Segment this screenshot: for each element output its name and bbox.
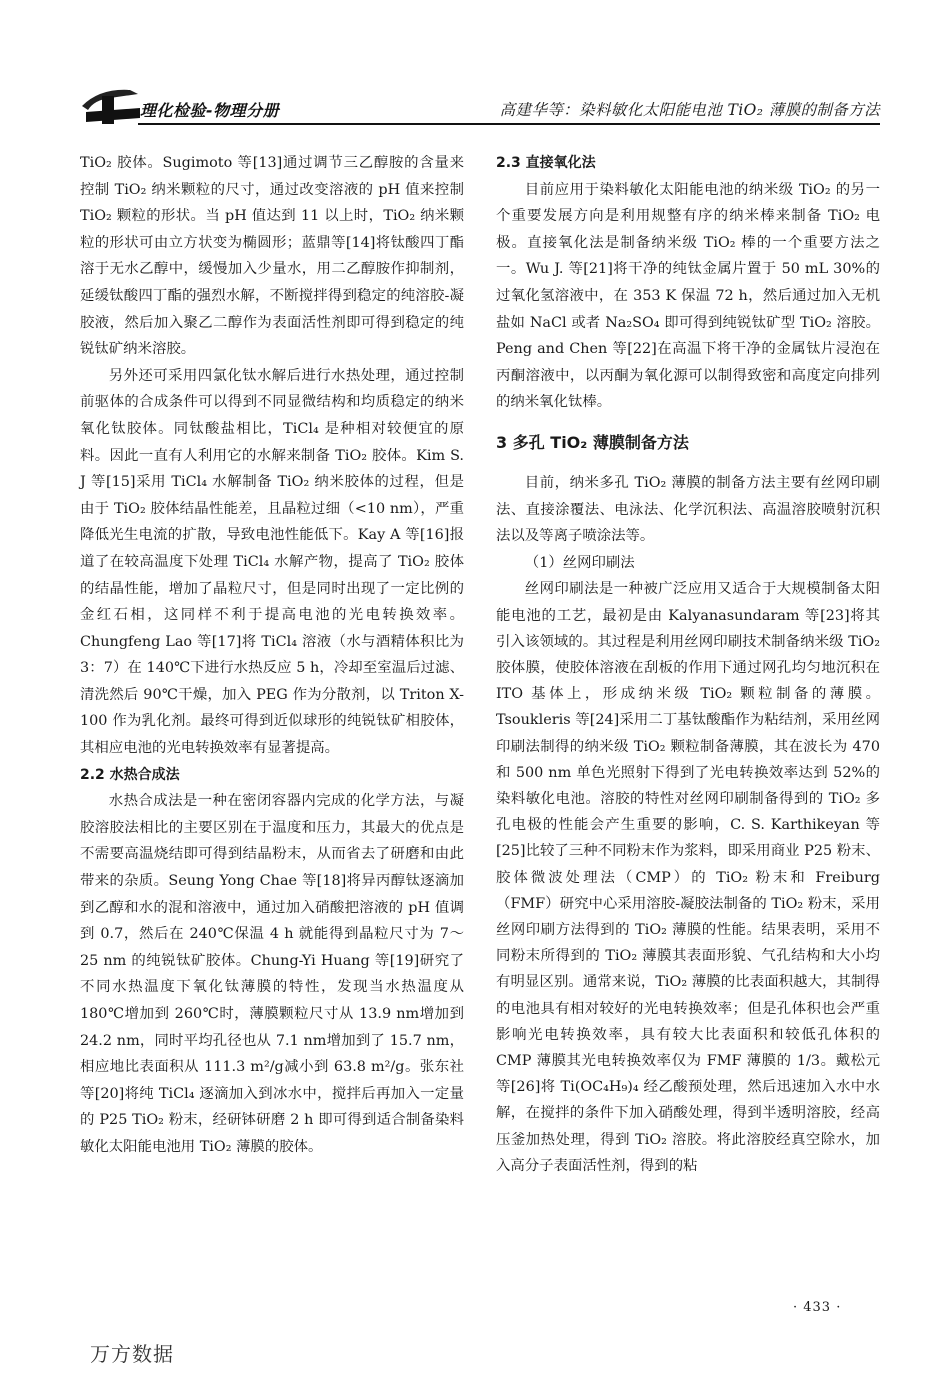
journal-logo-icon	[80, 84, 142, 126]
paragraph: 目前，纳米多孔 TiO₂ 薄膜的制备方法主要有丝网印刷法、直接涂覆法、电泳法、化学沉积法、高温溶胶喷射沉积法以及等离子喷涂法等。	[496, 474, 880, 545]
paragraph: 丝网印刷法是一种被广泛应用又适合于大规模制备太阳能电池的工艺，最初是由 Kalyanasundaram 等[23]将其引入该领域的。其过程是利用丝网印刷技术制备纳米级 TiO₂ 胶体膜，使胶体溶液在刮板的作用下通过网孔均匀地沉积在 ITO 基体上，形成纳米级 TiO₂ 颗粒制备的薄膜。Tsoukleris 等[24]采用二丁基钛酸酯作为粘结剂，采用丝网印刷法制得的纳米级 TiO₂ 颗粒制备薄膜，其在波长为 470 和 500 nm 单色光照射下得到了光电转换效率达到 52%的染料敏化电池。溶胶的特性对丝网印刷制备得到的 TiO₂ 多孔电极的性能会产生重要的影响，C. S. Karthikeyan 等[25]比较了三种不同粉末作为浆料，即采用商业 P25 粉末、胶体微波处理法（CMP）的 TiO₂ 粉末和 Freiburg（FMF）研究中心采用溶胶-凝胶法制备的 TiO₂ 粉末，采用丝网印刷方法得到的 TiO₂ 薄膜的性能。结果表明，采用不同粉末所得到的 TiO₂ 薄膜其表面形貌、气孔结构和大小均有明显区别。通常来说，TiO₂ 薄膜的比表面积越大，其制得的电池具有相对较好的光电转换效率；但是孔体积也会严重影响光电转换效率，具有较大比表面积和较低孔体积的 CMP 薄膜其光电转换效率仅为 FMF 薄膜的 1/3。戴松元等[26]将 Ti(OC₄H₉)₄ 经乙酸预处理，然后迅速加入水中水解，在搅拌的条件下加入硝酸处理，得到半透明溶胶，经高压釜加热处理，得到 TiO₂ 溶胶。将此溶胶经真空除水，加入高分子表面活性剂，得到的粘	[496, 581, 880, 1174]
running-header	[80, 84, 880, 128]
paragraph: 目前应用于染料敏化太阳能电池的纳米级 TiO₂ 的另一个重要发展方向是利用规整有序的纳米棒来制备 TiO₂ 电极。直接氧化法是制备纳米级 TiO₂ 棒的一个重要方法之一。Wu J. 等[21]将干净的纯钛金属片置于 50 mL 30%的过氧化氢溶液中，在 353 K 保温 72 h，然后通过加入无机盐如 NaCl 或者 Na₂SO₄ 即可得到纯锐钛矿型 TiO₂ 溶胶。Peng and Chen 等[22]在高温下将干净的金属钛片浸泡在丙酮溶液中，以丙酮为氧化源可以制得致密和高度定向排列的纳米氧化钛棒。	[496, 181, 880, 411]
page-number: · 433 ·	[793, 1300, 842, 1315]
paragraph: 另外还可采用四氯化钛水解后进行水热处理，通过控制前驱体的合成条件可以得到不同显微结构和均质稳定的纳米氧化钛胶体。同钛酸盐相比，TiCl₄ 是种相对较便宜的原料。因此一直有人利用它的水解来制备 TiO₂ 胶体。Kim S. J 等[15]采用 TiCl₄ 水解制备 TiO₂ 纳米胶体的过程，但是由于 TiO₂ 胶体结晶性能差，且晶粒过细（<10 nm），严重降低光生电流的扩散，导致电池性能低下。Kay A 等[16]报道了在较高温度下处理 TiCl₄ 水解产物，提高了 TiO₂ 胶体的结晶性能，增加了晶粒尺寸，但是同时出现了一定比例的金红石相，这同样不利于提高电池的光电转换效率。Chungfeng Lao 等[17]将 TiCl₄ 溶液（水与酒精体积比为 3：7）在 140℃下进行水热反应 5 h，冷却至室温后过滤、清洗然后 90℃干燥，加入 PEG 作为分散剂，以 Triton X-100 作为乳化剂。最终可得到近似球形的纯锐钛矿相胶体，其相应电池的光电转换效率有显著提高。	[80, 367, 464, 757]
left-column	[80, 150, 464, 1161]
paragraph: TiO₂ 胶体。Sugimoto 等[13]通过调节三乙醇胺的含量来控制 TiO₂ 纳米颗粒的尺寸，通过改变溶液的 pH 值来控制 TiO₂ 颗粒的形状。当 pH 值达到 11 以上时，TiO₂ 纳米颗粒的形状可由立方状变为椭圆形；蓝鼎等[14]将钛酸四丁酯溶于无水乙醇中，缓慢加入少量水，用二乙醇胺作抑制剂，延缓钛酸四丁酯的强烈水解，不断搅拌得到稳定的纯溶胶-凝胶液，然后加入聚乙二醇作为表面活性剂即可得到稳定的纯锐钛矿纳米溶胶。	[80, 155, 464, 358]
header-rule	[138, 123, 880, 125]
section-heading: 3 多孔 TiO₂ 薄膜制备方法	[496, 432, 689, 452]
running-title: 高建华等：染料敏化太阳能电池 TiO₂ 薄膜的制备方法	[499, 101, 880, 119]
section-heading: 2.2 水热合成法	[80, 766, 180, 783]
section-heading: 2.3 直接氧化法	[496, 155, 596, 171]
source-watermark: 万方数据	[90, 1342, 174, 1366]
journal-name: 理化检验-物理分册	[140, 101, 280, 120]
right-column	[496, 150, 880, 1179]
paragraph: 水热合成法是一种在密闭容器内完成的化学方法，与凝胶溶胶法相比的主要区别在于温度和压力，其最大的优点是不需要高温烧结即可得到结晶粉末，从而省去了研磨和由此带来的杂质。Seung Yong Chae 等[18]将异丙醇钛逐滴加到乙醇和水的混和溶液中，通过加入硝酸把溶液的 pH 值调到 0.7，然后在 240℃保温 4 h 就能得到晶粒尺寸为 7～25 nm 的纯锐钛矿胶体。Chung-Yi Huang 等[19]研究了不同水热温度下氧化钛薄膜的特性，发现当水热温度从 180℃增加到 260℃时，薄膜颗粒尺寸从 13.9 nm增加到 24.2 nm，同时平均孔径也从 7.1 nm增加到了 15.7 nm，相应地比表面积从 111.3 m²/g减小到 63.8 m²/g。张东社等[20]将纯 TiCl₄ 逐滴加入到冰水中，搅拌后再加入一定量的 P25 TiO₂ 粉末，经研钵研磨 2 h 即可得到适合制备染料敏化太阳能电池用 TiO₂ 薄膜的胶体。	[80, 793, 464, 1155]
subsection-label: （1）丝网印刷法	[524, 554, 635, 571]
